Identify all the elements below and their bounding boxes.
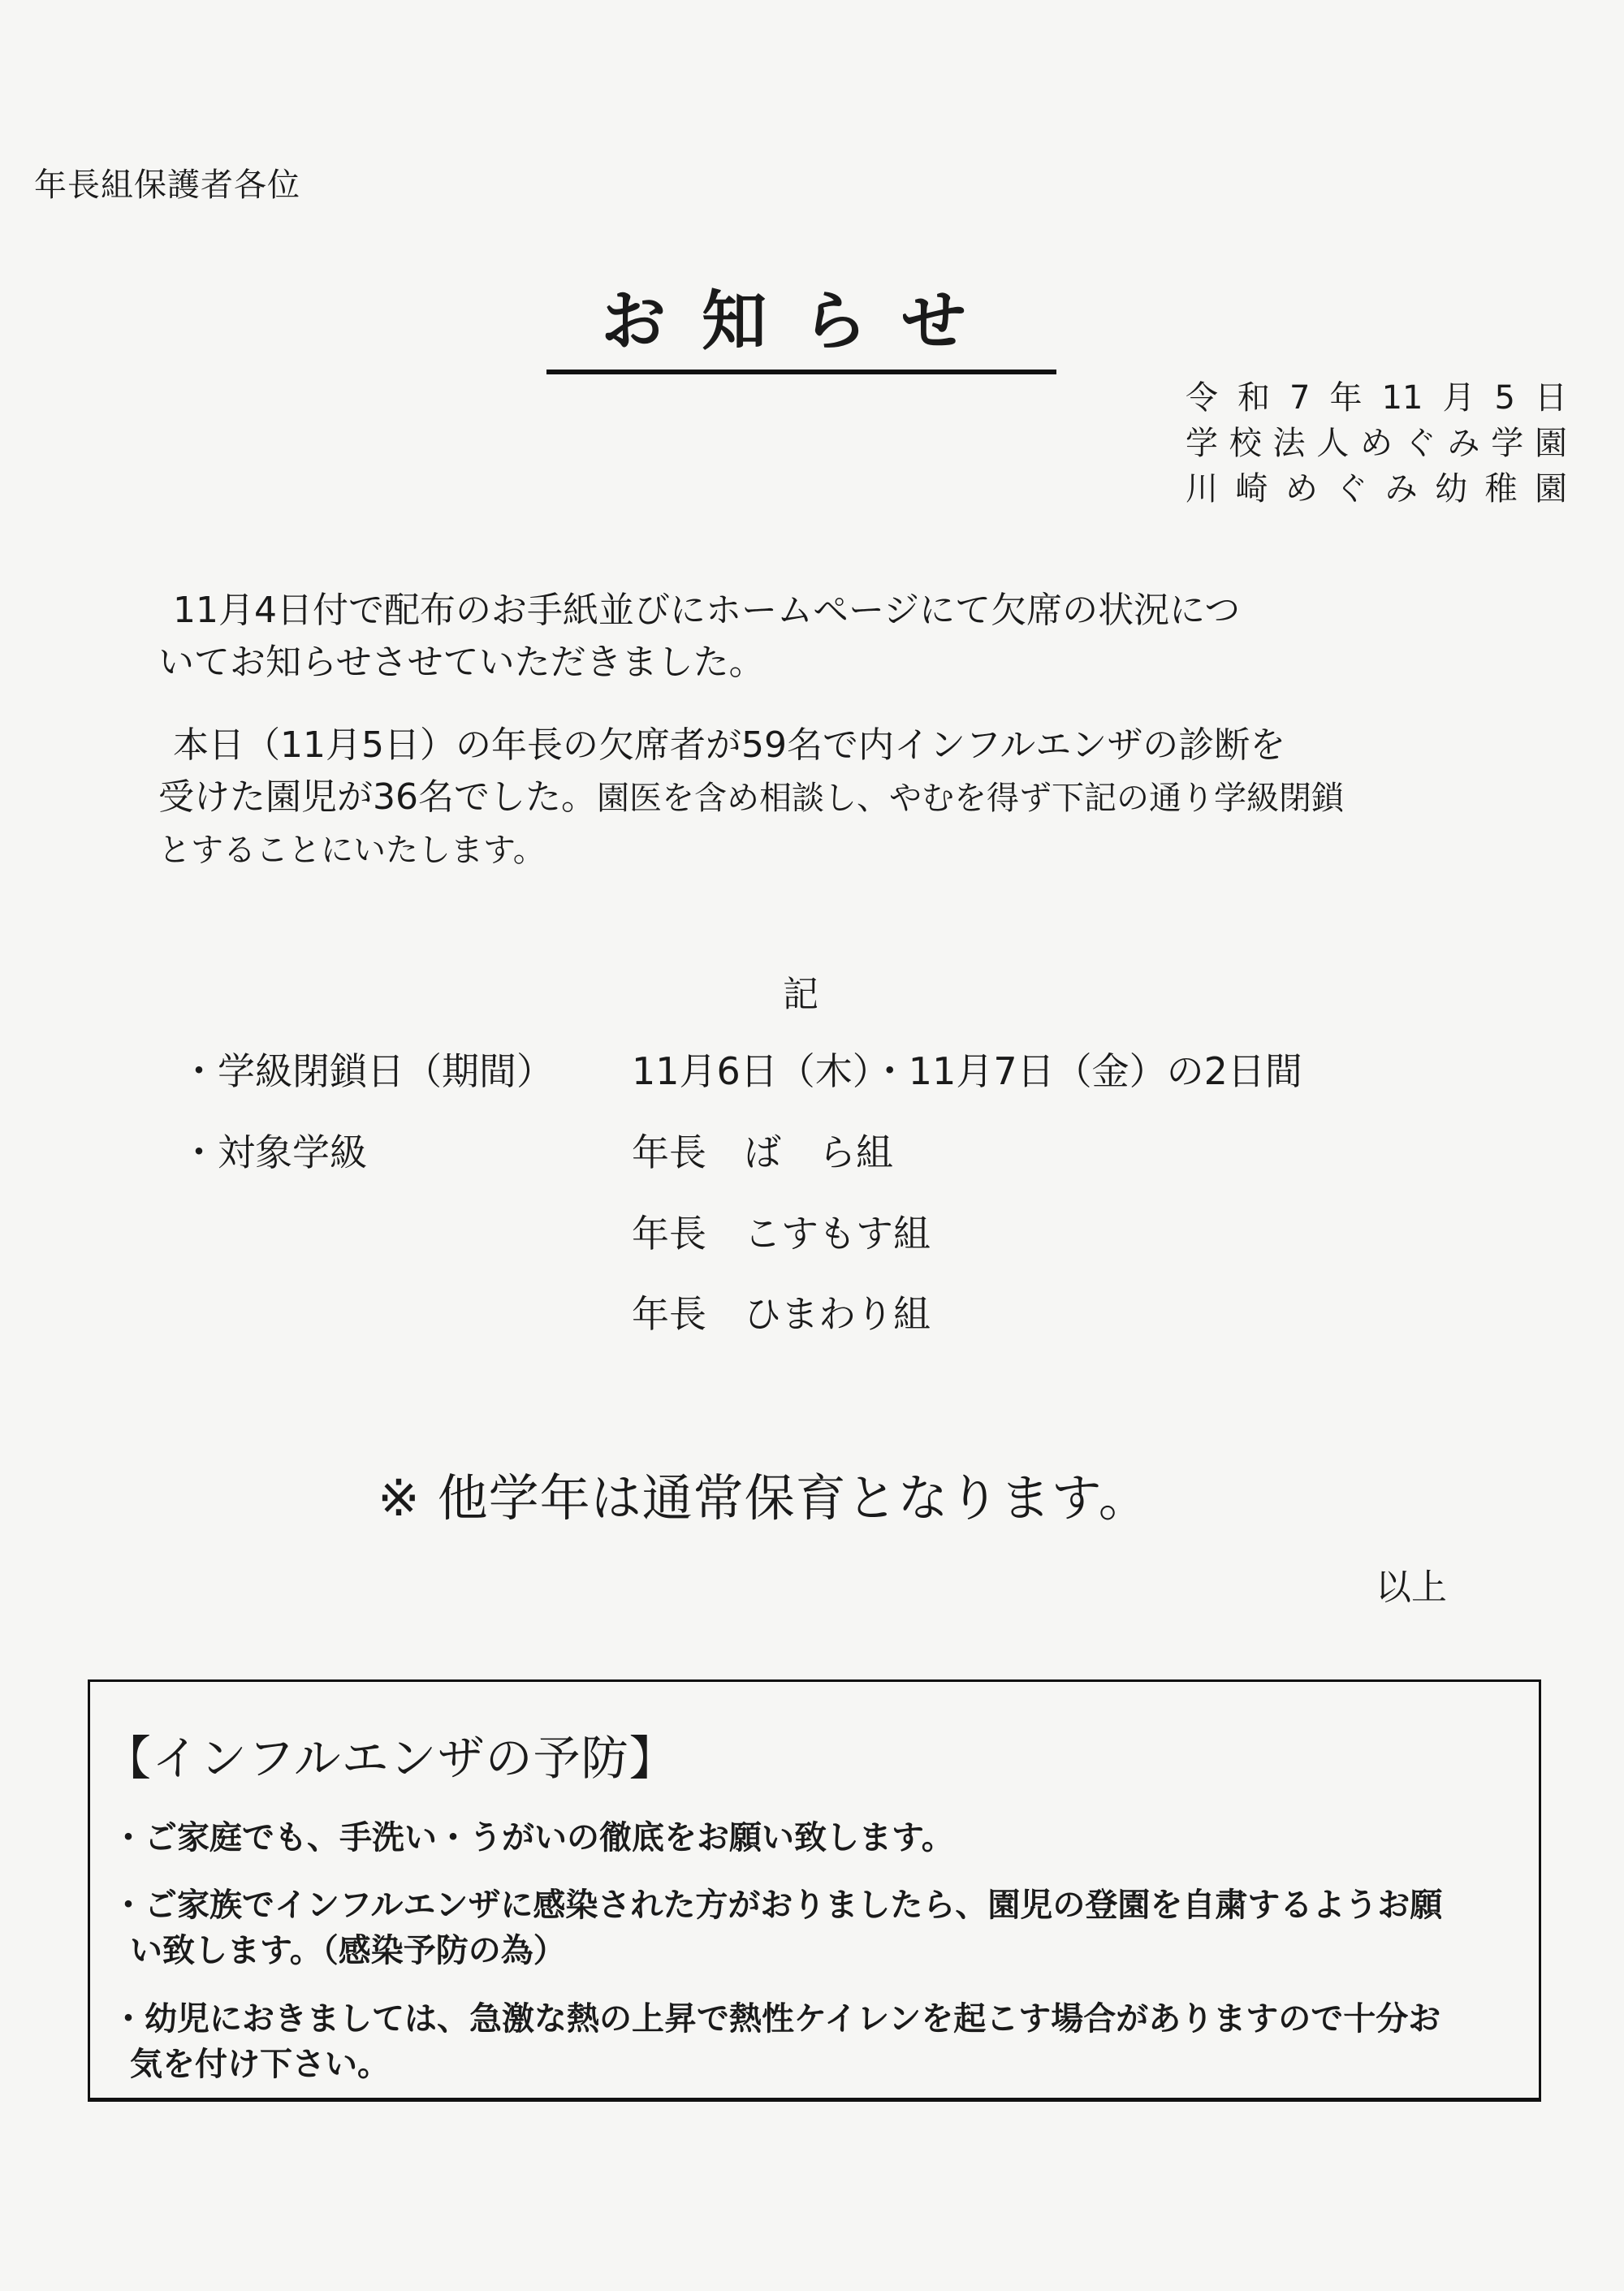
target-class-kosumosu: 年長 こすもす組 (632, 1212, 931, 1256)
closure-period-label: ・学級閉鎖日（期間） (180, 1049, 554, 1093)
paragraph-line: 本日（11月5日）の年長の欠席者が59名で内インフルエンザの診断を (173, 724, 1286, 766)
paragraph-previous-notice (158, 585, 1490, 689)
paragraph-text: 受けた園児が36名でした。 (158, 776, 597, 818)
organization-name: 学校法人めぐみ学園 (1186, 425, 1567, 462)
target-class-bara: 年長 ば ら組 (632, 1130, 893, 1174)
title-underline (546, 370, 1056, 374)
prevention-item-text: ・幼児におきましては、急激な熱の上昇で熱性ケイレンを起こす場合がありますので十分お (112, 2000, 1441, 2038)
prevention-item-text: 気を付け下さい。 (130, 2046, 390, 2083)
target-class-label: ・対象学級 (180, 1130, 367, 1174)
closing-mark: 以上 (1376, 1567, 1447, 1608)
sender-block (1186, 375, 1567, 512)
issue-date: 令和7年11月5日 (1186, 379, 1567, 417)
addressee: 年長組保護者各位 (34, 166, 300, 204)
prevention-item-text: ・ご家庭でも、手洗い・うがいの徹底をお願い致します。 (112, 1819, 954, 1857)
prevention-box-title: 【インフルエンザの予防】 (104, 1731, 677, 1786)
other-grades-note: ※ 他学年は通常保育となります。 (378, 1468, 1150, 1528)
prevention-item-febrile-seizure (112, 1996, 1509, 2087)
prevention-item-text: い致します。（感染予防の為） (130, 1932, 566, 1969)
prevention-item-family-infection (112, 1883, 1509, 1973)
paragraph-closure-reason (158, 720, 1490, 876)
paragraph-line: 11月4日付で配布のお手紙並びにホームページにて欠席の状況につ (173, 590, 1241, 631)
prevention-item-text: ・ご家族でインフルエンザに感染された方がおりましたら、園児の登園を自粛するようお願 (112, 1887, 1443, 1924)
paragraph-line: いてお知らせさせていただきました。 (158, 642, 765, 683)
school-name: 川崎めぐみ幼稚園 (1186, 470, 1567, 508)
paragraph-line (158, 772, 1490, 824)
ki-heading: 記 (783, 974, 818, 1015)
prevention-item-handwashing (112, 1815, 1509, 1861)
page-title: お知らせ (601, 283, 1002, 359)
target-class-himawari: 年長 ひまわり組 (632, 1292, 931, 1336)
paragraph-text: 園医を含め相談し、やむを得ず下記の通り学級閉鎖 (597, 780, 1344, 817)
paragraph-line: とすることにいたします。 (158, 832, 546, 869)
closure-period-value: 11月6日（木）・11月7日（金）の2日間 (632, 1049, 1302, 1093)
